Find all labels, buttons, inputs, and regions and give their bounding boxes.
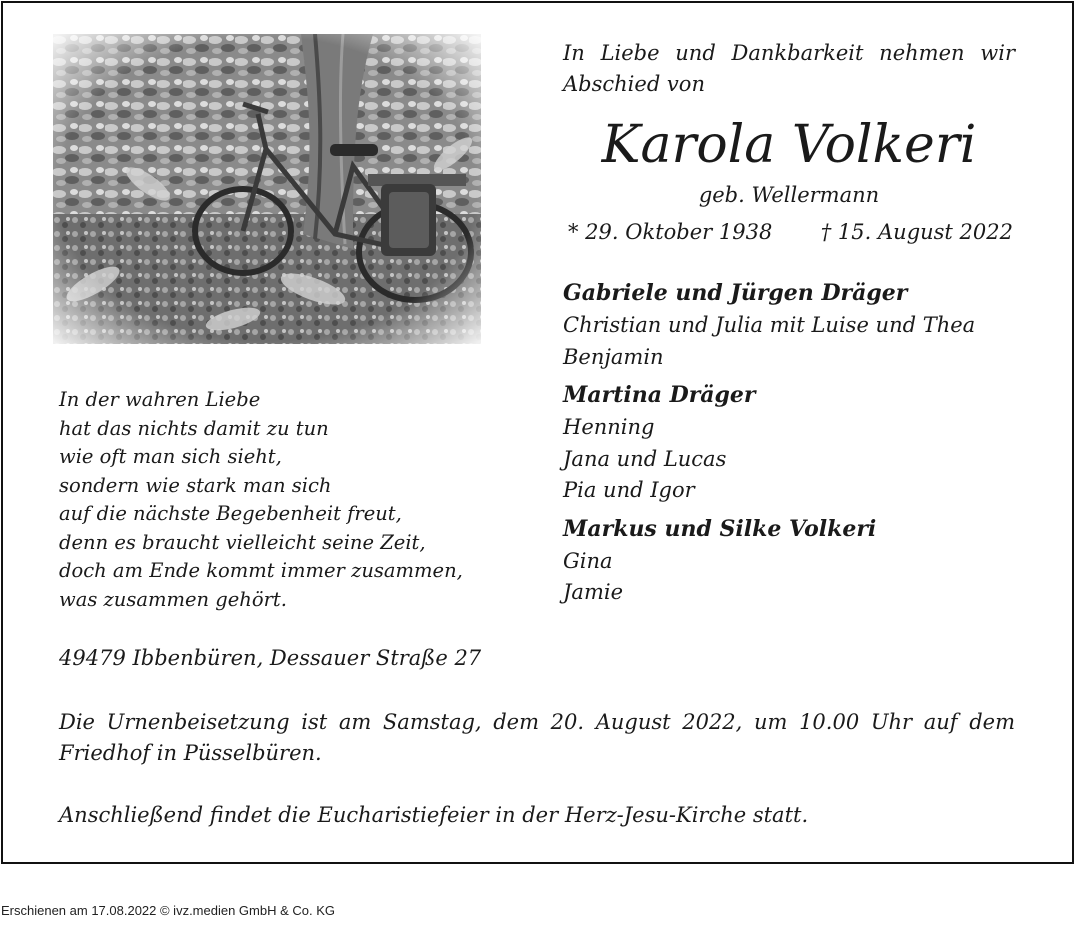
- deceased-name: Karola Volkeri: [601, 115, 977, 175]
- family-group: [563, 379, 1023, 507]
- mass-info: Anschließend findet die Eucharistiefeier in der Herz-Jesu-Kirche statt.: [59, 803, 809, 827]
- publication-footer: Erschienen am 17.08.2022 © ivz.medien GmbH & Co. KG: [1, 903, 336, 918]
- intro-line-2: Abschied von: [563, 72, 705, 96]
- poem-line: sondern wie stark man sich: [59, 473, 332, 497]
- family-head: Martina Dräger: [563, 382, 756, 408]
- family-member: Gina: [563, 548, 613, 573]
- poem-line: denn es braucht vielleicht seine Zeit,: [59, 530, 426, 554]
- birth-date: * 29. Oktober 1938: [568, 220, 773, 244]
- family-head: Gabriele und Jürgen Dräger: [563, 280, 908, 306]
- poem-line: wie oft man sich sieht,: [59, 445, 282, 468]
- family-group: [563, 513, 1023, 609]
- burial-info: Die Urnenbeisetzung ist am Samstag, dem 20. August 2022, um 10.00 Uhr auf dem Friedhof in Püsselbüren.: [59, 710, 1015, 765]
- poem-line: doch am Ende kommt immer zusammen,: [59, 559, 463, 582]
- birth-name: geb. Wellermann: [698, 183, 880, 207]
- poem-line: hat das nichts damit zu tun: [59, 416, 329, 440]
- family-member: Jamie: [563, 580, 623, 604]
- family-member: Henning: [563, 415, 655, 439]
- family-head: Markus und Silke Volkeri: [563, 515, 877, 542]
- family-member: Pia und Igor: [563, 478, 695, 502]
- family-member: Benjamin: [563, 344, 664, 369]
- intro-line-1: In Liebe und Dankbarkeit nehmen wir: [563, 41, 1015, 65]
- poem-line: auf die nächste Begebenheit freut,: [59, 502, 402, 525]
- death-date: † 15. August 2022: [820, 220, 1013, 244]
- family-list: [563, 277, 1023, 615]
- intro-text: [563, 38, 1015, 100]
- family-member: Christian und Julia mit Luise und Thea: [563, 313, 976, 337]
- family-group: [563, 277, 1023, 373]
- bicycle-under-tree-image: [53, 34, 481, 344]
- life-dates: [568, 220, 1013, 244]
- mourning-address: 49479 Ibbenbüren, Dessauer Straße 27: [59, 646, 482, 670]
- poem: [59, 386, 519, 614]
- poem-line: In der wahren Liebe: [59, 388, 261, 411]
- family-member: Jana und Lucas: [563, 446, 727, 471]
- bicycle-photo: [53, 34, 481, 344]
- poem-line: was zusammen gehört.: [59, 587, 287, 611]
